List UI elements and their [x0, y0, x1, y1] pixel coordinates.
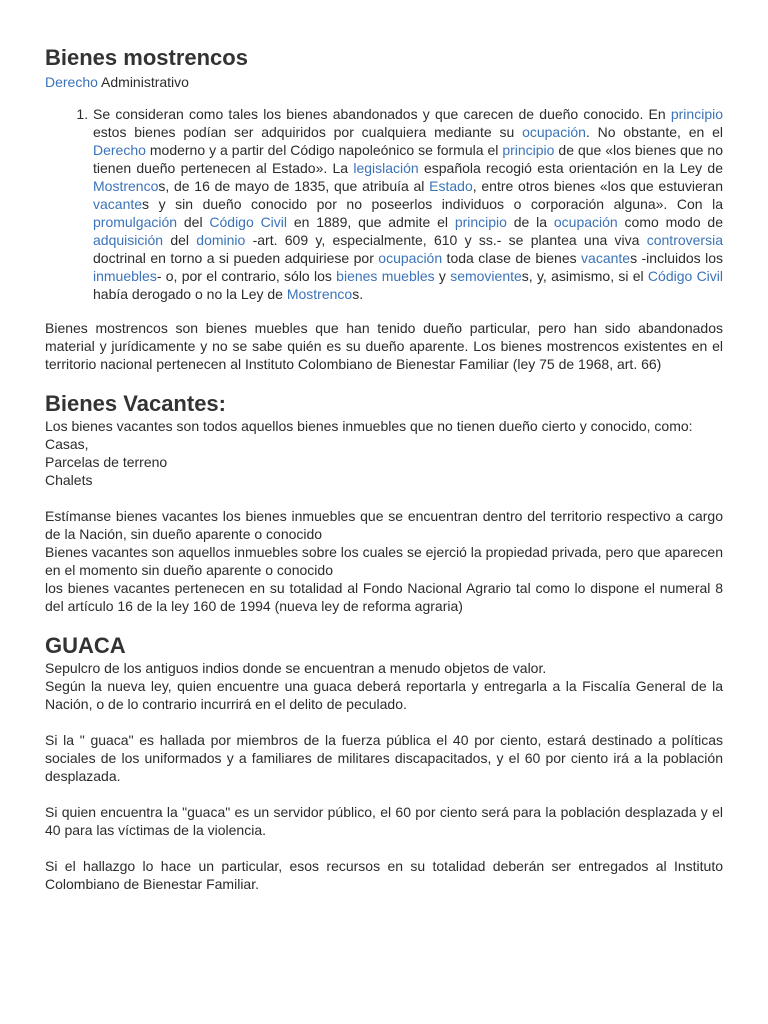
example-item: Parcelas de terreno [45, 454, 168, 470]
paragraph-mostrencos-definition: Bienes mostrencos son bienes muebles que han tenido dueño particular, pero han sido abandonados material y jurídicamente y no se sabe quién es su dueño aparente. Los bienes mostrencos existentes en el territorio nacional pertenecen al Instituto Colombiano de Bienestar Familiar (ley 75 de 1968, art. 66) [45, 320, 723, 372]
inline-link[interactable]: promulgación [93, 214, 178, 230]
inline-link[interactable]: controversia [646, 232, 723, 248]
document-content [45, 44, 723, 893]
inline-link[interactable]: dominio [196, 232, 246, 248]
inline-link[interactable]: Estado [429, 178, 473, 194]
list-item-text: como modo de [617, 214, 723, 230]
list-item-text: del [177, 214, 210, 230]
link-derecho[interactable]: Derecho [45, 74, 98, 90]
section-title-bienes-mostrencos: Bienes mostrencos [45, 45, 248, 70]
inline-link[interactable]: bienes muebles [336, 268, 435, 284]
inline-link[interactable]: Código Civil [209, 214, 288, 230]
list-item-text: toda clase de bienes [442, 250, 582, 266]
section-title-bienes-vacantes: Bienes Vacantes: [45, 391, 226, 416]
inline-link[interactable]: ocupación [553, 214, 618, 230]
list-item-text: y [434, 268, 451, 284]
inline-link[interactable]: inmuebles [93, 268, 157, 284]
paragraph-vacantes-1: Estímanse bienes vacantes los bienes inmuebles que se encuentran dentro del territorio respectivo a cargo de la Nación, sin dueño aparente o conocido [45, 508, 723, 542]
inline-link[interactable]: principio [670, 106, 723, 122]
list-item-text: española recogió esta orientación en la Ley de [418, 160, 723, 176]
list-item-text: estos bienes podían ser adquiridos por cualquiera mediante su [93, 124, 523, 140]
list-item-text: s -incluidos los [630, 250, 723, 266]
list-item-text: moderno y a partir del Código napoleónico se formula el [145, 142, 503, 158]
list-item-text: s. [352, 286, 364, 302]
list-item-text: doctrinal en torno a si pueden adquiriese por [93, 250, 379, 266]
list-item-text: Se consideran como tales los bienes abandonados y que carecen de dueño conocido. En [93, 106, 671, 122]
inline-link[interactable]: ocupación [522, 124, 586, 140]
list-item [92, 105, 723, 303]
subtitle-rest: Administrativo [97, 74, 189, 90]
section-title-guaca: GUACA [45, 633, 126, 658]
inline-link[interactable]: Mostrenco [93, 178, 159, 194]
list-item-text: s y sin dueño conocido por no poseerlos individuos o corporación alguna». Con la [142, 196, 723, 212]
list-item-text: , entre otros bienes «los que estuvieran [472, 178, 723, 194]
inline-link[interactable]: vacante [581, 250, 631, 266]
list-item-text: . No obstante, en el [585, 124, 723, 140]
paragraph-vacantes-3: los bienes vacantes pertenecen en su totalidad al Fondo Nacional Agrario tal como lo dispone el numeral 8 del artículo 16 de la ley 160 de 1994 (nueva ley de reforma agraria) [45, 580, 723, 614]
numbered-list [45, 105, 723, 303]
examples-list [45, 435, 723, 489]
example-item: Chalets [45, 472, 93, 488]
inline-link[interactable]: ocupación [378, 250, 443, 266]
paragraph-guaca-definition: Sepulcro de los antiguos indios donde se encuentran a menudo objetos de valor. [45, 660, 547, 676]
section-subtitle [45, 73, 723, 91]
list-item-text: en 1889, que admite el [287, 214, 455, 230]
inline-link[interactable]: Mostrenco [286, 286, 353, 302]
list-item-text: s, de 16 de mayo de 1835, que atribuía al [158, 178, 430, 194]
inline-link[interactable]: adquisición [93, 232, 164, 248]
example-item: Casas, [45, 436, 89, 452]
inline-link[interactable]: legislación [353, 160, 419, 176]
list-item-text: de la [506, 214, 554, 230]
paragraph-guaca-1: Según la nueva ley, quien encuentre una guaca deberá reportarla y entregarla a la Fiscalía General de la Nación, o de lo contrario incurrirá en el delito de peculado. [45, 678, 723, 712]
paragraph-vacantes-intro: Los bienes vacantes son todos aquellos bienes inmuebles que no tienen dueño cierto y conocido, como: [45, 418, 693, 434]
inline-link[interactable]: principio [502, 142, 555, 158]
inline-link[interactable]: Derecho [93, 142, 146, 158]
paragraph-guaca-2: Si la " guaca" es hallada por miembros de la fuerza pública el 40 por ciento, estará destinado a políticas sociales de los uniformados y a familiares de militares discapacitados, y el 60 por ciento irá a la población desplazada. [45, 732, 723, 784]
paragraph-vacantes-2: Bienes vacantes son aquellos inmuebles sobre los cuales se ejerció la propiedad privada, pero que aparecen en el momento sin dueño aparente o conocido [45, 544, 723, 578]
list-item-text: - o, por el contrario, sólo los [156, 268, 337, 284]
list-item-text: de que «los bienes que no tienen dueño pertenecen al Estado». La [93, 142, 723, 176]
inline-link[interactable]: principio [454, 214, 507, 230]
paragraph-guaca-3: Si quien encuentra la "guaca" es un servidor público, el 60 por ciento será para la población desplazada y el 40 para las víctimas de la violencia. [45, 804, 723, 838]
inline-link[interactable]: semoviente [450, 268, 522, 284]
paragraph-guaca-4: Si el hallazgo lo hace un particular, esos recursos en su totalidad deberán ser entregados al Instituto Colombiano de Bienestar Familiar. [45, 858, 723, 892]
inline-link[interactable]: Código Civil [647, 268, 724, 284]
inline-link[interactable]: vacante [93, 196, 143, 212]
list-item-text: -art. 609 y, especialmente, 610 y ss.- se plantea una viva [245, 232, 647, 248]
list-item-text: había derogado o no la Ley de [93, 286, 287, 302]
list-item-text: del [163, 232, 197, 248]
list-item-text: s, y, asimismo, si el [521, 268, 648, 284]
